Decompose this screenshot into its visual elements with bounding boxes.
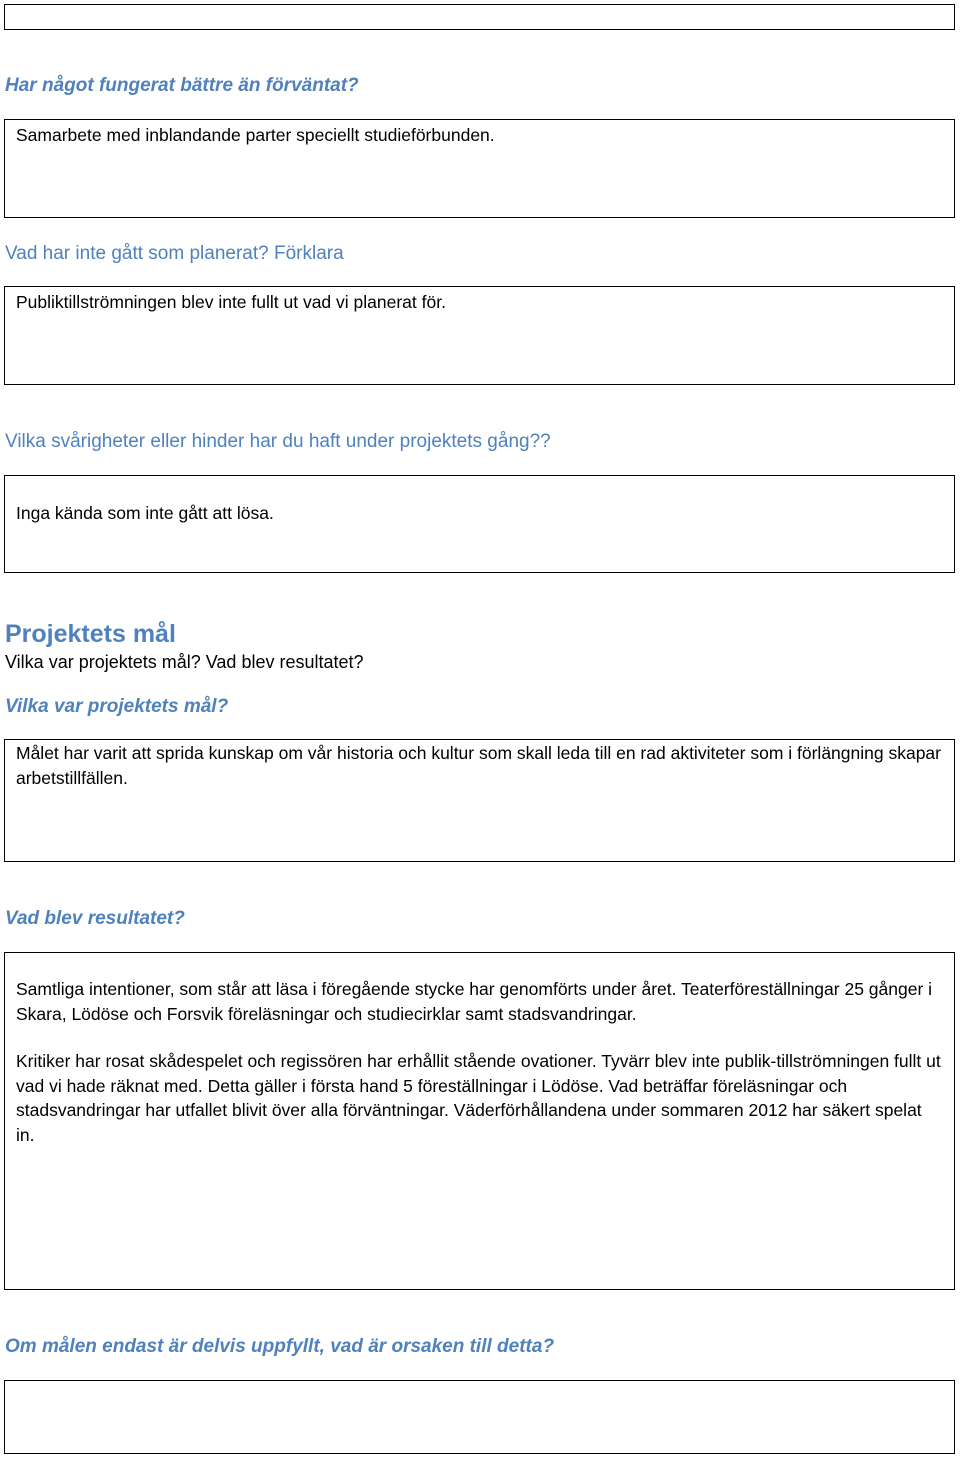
answer-box-goals[interactable] <box>4 739 955 862</box>
answer-obstacles: Inga kända som inte gått att lösa. <box>16 503 274 523</box>
answer-box-not-planned[interactable] <box>4 286 955 385</box>
answer-box-result[interactable] <box>4 952 955 1290</box>
answer-better: Samarbete med inblandande parter speciellt studieförbunden. <box>16 125 495 145</box>
answer-box-top[interactable] <box>4 4 955 30</box>
answer-goals: Målet har varit att sprida kunskap om vår historia och kultur som skall leda till en rad aktiviteter som i förlängning skapar arbetstillfällen. <box>16 743 941 788</box>
answer-box-partial[interactable] <box>4 1380 955 1454</box>
answer-box-obstacles[interactable] <box>4 475 955 573</box>
question-partial: Om målen endast är delvis uppfyllt, vad är orsaken till detta? <box>5 1336 555 1357</box>
question-better: Har något fungerat bättre än förväntat? <box>5 75 359 96</box>
answer-result-p2: Kritiker har rosat skådespelet och regissören har erhållit stående ovationer. Tyvärr blev inte publik-tillströmningen fullt ut vad vi hade räknat med. Detta gäller i första hand 5 föreställningar i Lödöse. Vad beträffar föreläsningar och stadsvandringar har utfallet blivit över alla förväntningar. Väderförhållandena under sommaren 2012 har säkert spelat in. <box>16 1051 941 1145</box>
answer-not-planned: Publiktillströmningen blev inte fullt ut vad vi planerat för. <box>16 292 446 312</box>
question-result: Vad blev resultatet? <box>5 908 185 929</box>
answer-result-p1: Samtliga intentioner, som står att läsa i föregående stycke har genomförts under året. Teaterföreställningar 25 gånger i Skara, Lödöse och Forsvik föreläsningar och studiecirklar samt stadsvandringar. <box>16 979 933 1024</box>
question-obstacles: Vilka svårigheter eller hinder har du haft under projektets gång?? <box>5 431 551 452</box>
heading-project-goals: Projektets mål <box>5 620 176 648</box>
question-goals: Vilka var projektets mål? <box>5 696 229 717</box>
answer-box-better[interactable] <box>4 119 955 218</box>
question-not-planned: Vad har inte gått som planerat? Förklara <box>5 243 344 264</box>
subheading-project-goals: Vilka var projektets mål? Vad blev resultatet? <box>5 652 364 672</box>
